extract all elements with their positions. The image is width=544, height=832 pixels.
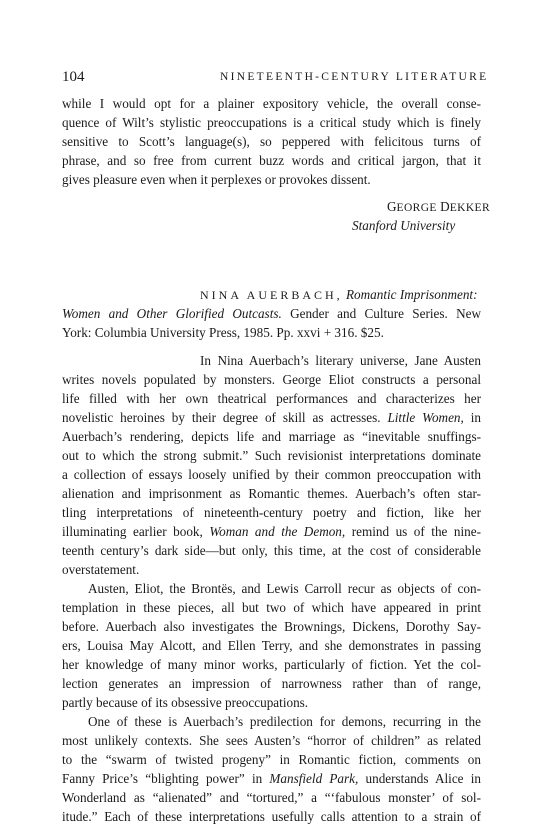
text-line: alienation and imprisonment as Romantic themes. Auerbach’s often star- — [62, 486, 481, 501]
text-span: remind us of the nine- — [345, 524, 481, 539]
text-line: overstatement. — [62, 562, 140, 577]
text-line: life filled with her own theatrical performances and characterizes her — [62, 391, 481, 406]
text-line: tling interpretations of nineteenth-century poetry and fiction, like her — [62, 505, 481, 520]
page-number: 104 — [62, 69, 85, 85]
running-title: NINETEENTH-CENTURY LITERATURE — [220, 71, 489, 83]
review-citation-line-3: York: Columbia University Press, 1985. Pp. xxvi + 316. $25. — [62, 325, 384, 340]
reviewer-last-rest: EKKER — [449, 202, 491, 214]
text-line: itude.” Each of these interpretations usefully calls attention to a strain of — [62, 809, 481, 824]
citation-series: Gender and Culture Series. New — [290, 306, 481, 321]
italic-title: Woman and the Demon, — [209, 524, 346, 539]
text-span: in — [463, 410, 481, 425]
text-line: Austen, Eliot, the Brontës, and Lewis Carroll recur as objects of con- — [88, 581, 481, 596]
review-citation-line-2 — [62, 305, 481, 322]
text-line: gives pleasure even when it perplexes or provokes dissent. — [62, 172, 371, 187]
text-line: a collection of essays loosely unified by their common preoccupation with — [62, 467, 481, 482]
text-line: her knowledge of many minor works, particularly of fiction. Yet the col- — [62, 657, 481, 672]
page-header — [62, 69, 489, 87]
text-line: partly because of its obsessive preoccupations. — [62, 695, 309, 710]
text-line: quence of Wilt’s stylistic preoccupations is a critical study which is finely — [62, 115, 481, 130]
book-title-part-2: Women and Other Glorified Outcasts. — [62, 306, 282, 321]
reviewer-first-initial: G — [387, 199, 397, 214]
book-author: NINA AUERBACH, — [200, 288, 343, 302]
text-line: before. Auerbach also investigates the Brownings, Dickens, Dorothy Say- — [62, 619, 481, 634]
text-span: illuminating earlier book, — [62, 524, 210, 539]
reviewer-affiliation: Stanford University — [352, 218, 456, 233]
text-line: One of these is Auerbach’s predilection for demons, recurring in the — [88, 714, 481, 729]
review-citation-line-1 — [200, 286, 477, 304]
text-line: sensitive to Scott’s language(s), so peppered with felicitous turns of — [62, 134, 481, 149]
text-line: out to which the strong submit.” Such revisionist interpretations dominate — [62, 448, 481, 463]
text-line: most unlikely contexts. She sees Austen’s “horror of children” as related — [62, 733, 481, 748]
text-line: Auerbach’s rendering, depicts life and marriage as “inevitable snuffings- — [62, 429, 481, 444]
text-span: Fanny Price’s “blighting power” in — [62, 771, 270, 786]
text-line — [62, 523, 481, 540]
text-span: novelistic heroines by their degree of skill as actresses. — [62, 410, 388, 425]
text-line — [62, 770, 481, 787]
text-line: ers, Louisa May Alcott, and Ellen Terry, and she demonstrates in passing — [62, 638, 481, 653]
text-line: phrase, and so free from current buzz words and critical jargon, that it — [62, 153, 481, 168]
italic-title: Little Women, — [387, 410, 464, 425]
text-line — [62, 409, 481, 426]
text-line: while I would opt for a plainer expository vehicle, the overall conse- — [62, 96, 481, 111]
text-line: Wonderland as “alienated” and “tortured,” a “‘fabulous monster’ of sol- — [62, 790, 481, 805]
reviewer-last-initial: D — [440, 199, 450, 214]
text-span: understands Alice in — [358, 771, 481, 786]
text-line: In Nina Auerbach’s literary universe, Jane Austen — [200, 353, 481, 368]
reviewer-first-rest: EORGE — [396, 202, 437, 214]
italic-title: Mansfield Park, — [269, 771, 359, 786]
text-line: writes novels populated by monsters. George Eliot constructs a personal — [62, 372, 481, 387]
text-line: to the “swarm of twisted progeny” in Romantic fiction, comments on — [62, 752, 481, 767]
reviewer-name — [387, 199, 490, 215]
text-line: lection generates an impression of narrowness rather than of range, — [62, 676, 481, 691]
book-title-part-1: Romantic Imprisonment: — [345, 287, 478, 302]
text-line: templation in these pieces, all but two of which have appeared in print — [62, 600, 481, 615]
text-line: teenth century’s dark side—but only, this time, at the cost of considerable — [62, 543, 481, 558]
